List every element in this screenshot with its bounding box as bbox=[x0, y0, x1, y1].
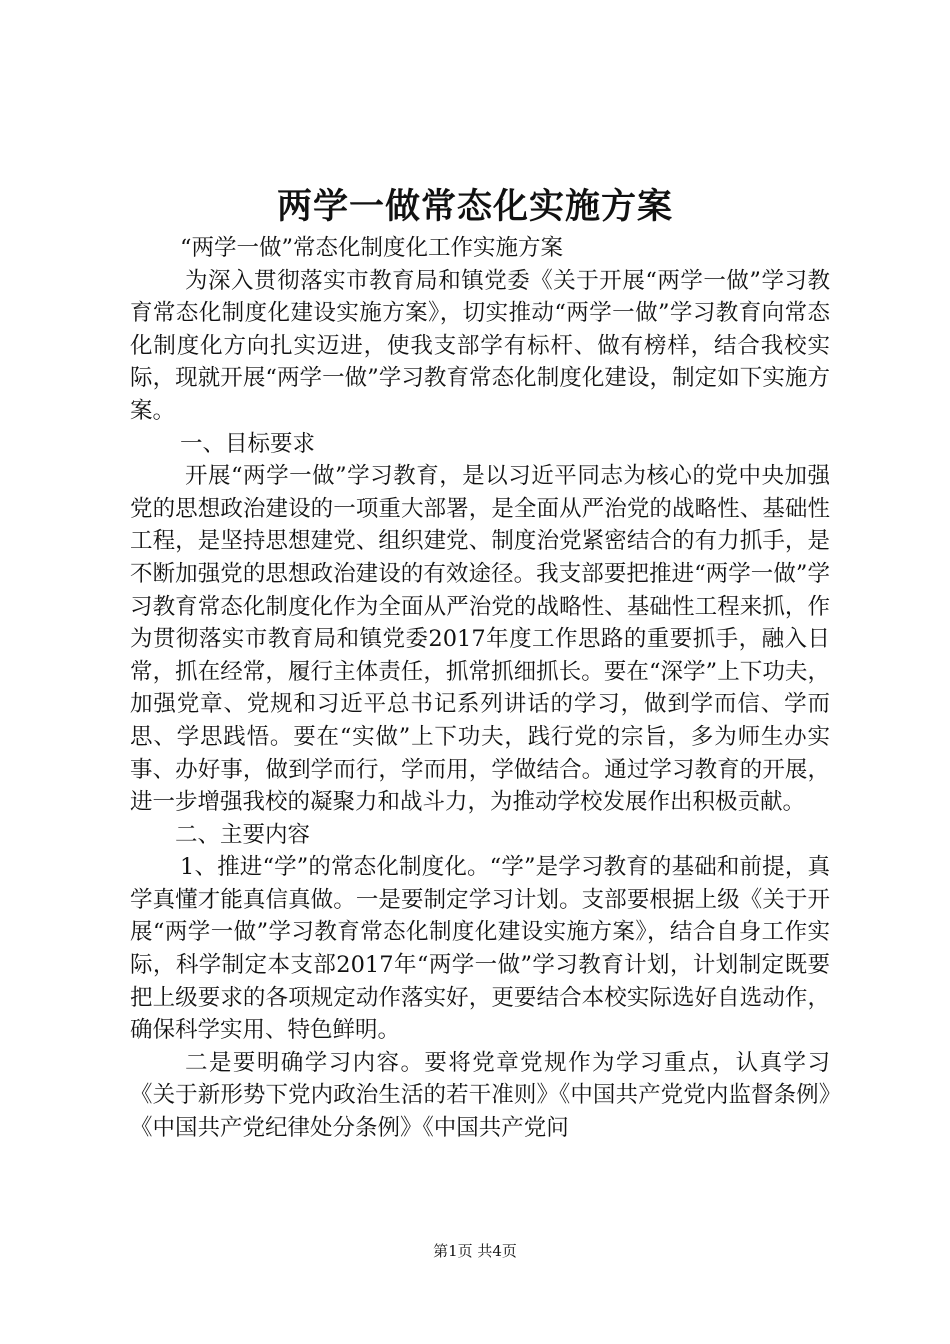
document-body bbox=[130, 232, 830, 1145]
section-heading-content: 二、主要内容 bbox=[175, 821, 311, 848]
page-number-footer: 第1页 共4页 bbox=[433, 1242, 517, 1260]
page-title: 两学一做常态化实施方案 bbox=[276, 186, 673, 227]
paragraph-study-content: 二是要明确学习内容。要将党章党规作为学习重点，认真学习《关于新形势下党内政治生活的若干准则》《中国共产党党内监督条例》《中国共产党纪律处分条例》《中国共产党问 bbox=[130, 1049, 830, 1142]
paragraph-intro: 为深入贯彻落实市教育局和镇党委《关于开展“两学一做”学习教育常态化制度化建设实施方案》，切实推动“两学一做”学习教育向常态化制度化方向扎实迈进，使我支部学有标杆、做有榜样，结合我校实际，现就开展“两学一做”学习教育常态化制度化建设，制定如下实施方案。 bbox=[130, 267, 830, 424]
document-subtitle: “两学一做”常态化制度化工作实施方案 bbox=[180, 235, 564, 261]
section-heading-goals: 一、目标要求 bbox=[180, 430, 316, 457]
paragraph-study-routine: 1、推进“学”的常态化制度化。“学”是学习教育的基础和前提，真学真懂才能真信真做。一是要制定学习计划。支部要根据上级《关于开展“两学一做”学习教育常态化制度化建设实施方案》，结合自身工作实际，科学制定本支部2017年“两学一做”学习教育计划，计划制定既要把上级要求的各项规定动作落实好，更要结合本校实际选好自选动作，确保科学实用、特色鲜明。 bbox=[130, 854, 830, 1044]
paragraph-goals: 开展“两学一做”学习教育，是以习近平同志为核心的党中央加强党的思想政治建设的一项重大部署，是全面从严治党的战略性、基础性工程，是坚持思想建党、组织建党、制度治党紧密结合的有力抓手，是不断加强党的思想政治建设的有效途径。我支部要把推进“两学一做”学习教育常态化制度化作为全面从严治党的战略性、基础性工程来抓，作为贯彻落实市教育局和镇党委2017年度工作思路的重要抓手，融入日常，抓在经常，履行主体责任，抓常抓细抓长。要在“深学”上下功夫，加强党章、党规和习近平总书记系列讲话的学习，做到学而信、学而思、学思践悟。要在“实做”上下功夫，践行党的宗旨，多为师生办实事、办好事，做到学而行，学而用，学做结合。通过学习教育的开展，进一步增强我校的凝聚力和战斗力，为推动学校发展作出积极贡献。 bbox=[130, 463, 830, 816]
